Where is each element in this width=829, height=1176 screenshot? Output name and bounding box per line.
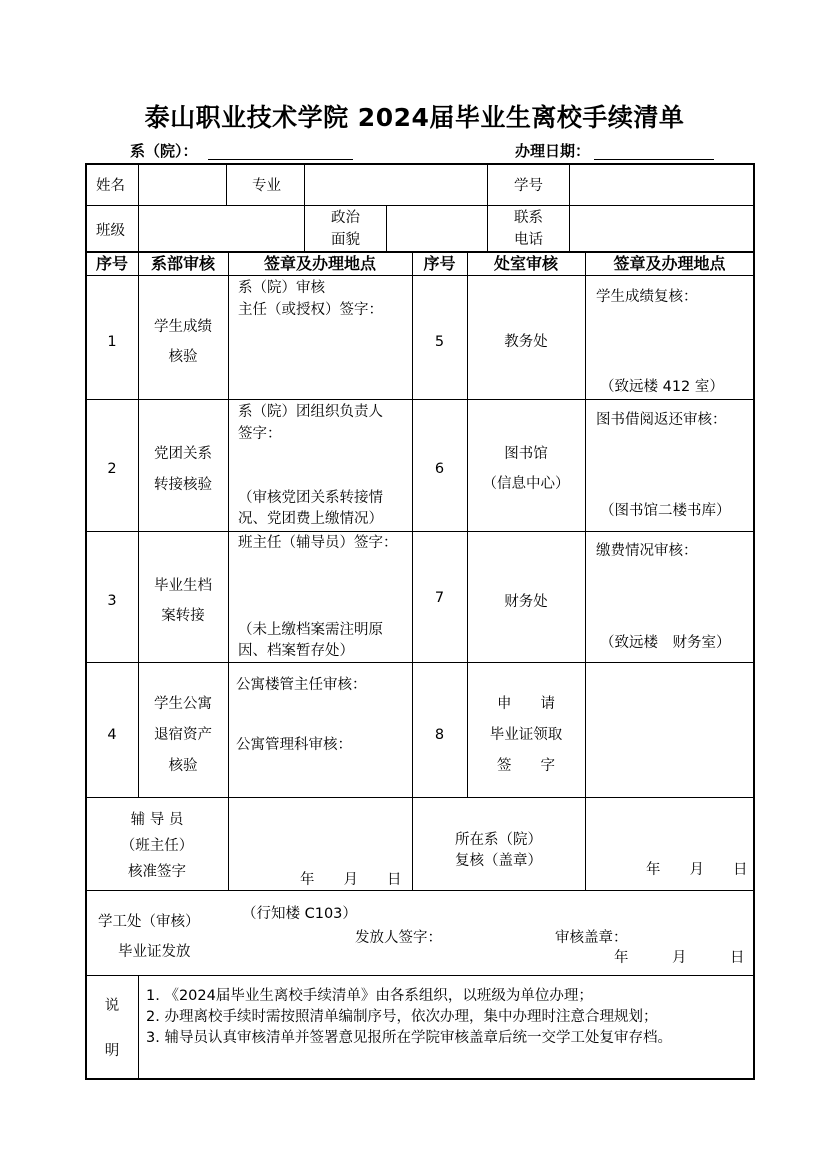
major-label: 专业 xyxy=(252,178,281,194)
counselor-date: 年 月 日 xyxy=(300,872,402,888)
row-number: 4 xyxy=(107,727,117,743)
dept-item: 核验 xyxy=(168,758,198,774)
sign-note: 因、档案暂存处） xyxy=(238,643,354,659)
affairs-location: （行知楼 C103） xyxy=(242,906,357,922)
row-number: 1 xyxy=(107,334,117,350)
office-item: 教务处 xyxy=(504,334,548,350)
office-sign-text: 缴费情况审核： xyxy=(596,543,698,559)
sign-text: 主任（或授权）签字： xyxy=(238,302,383,318)
office-location: （致远楼 财务室） xyxy=(600,635,731,651)
counselor-label: 核准签字 xyxy=(128,864,186,880)
row-number-2: 5 xyxy=(434,334,445,350)
office-location: （图书馆二楼书库） xyxy=(600,503,731,519)
counselor-label: （班主任） xyxy=(120,838,194,854)
affairs-label: 学工处（审核） xyxy=(98,914,200,930)
dept-label: 系（院）： xyxy=(130,142,198,160)
dept-item: 案转接 xyxy=(161,608,205,624)
dept-item: 党团关系 xyxy=(154,446,212,462)
sign-text: 系（院）团组织负责人 xyxy=(238,404,383,420)
sign-text: 系（院）审核 xyxy=(238,280,325,296)
office-location: （致远楼 412 室） xyxy=(600,379,724,395)
divider xyxy=(86,890,754,891)
dept-item: 核验 xyxy=(168,349,198,365)
class-label: 班级 xyxy=(96,223,125,239)
row-number: 2 xyxy=(107,461,117,477)
dept-review-date: 年 月 日 xyxy=(646,862,748,878)
divider xyxy=(86,975,754,976)
office-item: 财务处 xyxy=(504,594,548,610)
divider xyxy=(226,164,227,205)
header-sign-place: 签章及办理地点 xyxy=(263,254,376,273)
name-label: 姓名 xyxy=(96,178,125,194)
politics-label-2: 面貌 xyxy=(331,232,360,248)
seal-label: 审核盖章： xyxy=(555,930,628,946)
name-input[interactable] xyxy=(139,164,226,205)
note-item: 3. 辅导员认真审核清单并签署意见报所在学院审核盖章后统一交学工处复审存档。 xyxy=(146,1030,672,1046)
sign-text: 班主任（辅导员）签字： xyxy=(238,535,398,551)
counselor-label: 辅 导 员 xyxy=(130,812,184,828)
student-id-input[interactable] xyxy=(570,164,754,205)
sign-note: （审核党团关系转接情 xyxy=(238,490,383,506)
row-number-2: 7 xyxy=(434,590,445,606)
affairs-date: 年 月 日 xyxy=(614,950,745,966)
affairs-label: 毕业证发放 xyxy=(118,944,191,960)
divider xyxy=(228,251,229,890)
sign-note: 况、党团费上缴情况） xyxy=(238,511,383,527)
politics-label-1: 政治 xyxy=(331,210,360,226)
dept-item: 退宿资产 xyxy=(154,727,212,743)
row-number: 3 xyxy=(107,593,117,609)
divider xyxy=(585,251,586,890)
header-dept-review: 系部审核 xyxy=(150,254,215,273)
office-item: 图书馆 xyxy=(504,446,548,462)
divider xyxy=(86,531,754,532)
office-item: 毕业证领取 xyxy=(489,727,563,743)
office-sign-text: 图书借阅返还审核： xyxy=(596,412,727,428)
phone-label-1: 联系 xyxy=(514,210,543,226)
date-label: 办理日期： xyxy=(515,142,591,160)
major-input[interactable] xyxy=(305,164,487,205)
dept-item: 学生公寓 xyxy=(154,696,212,712)
sign-text: 签字： xyxy=(238,426,282,442)
phone-input[interactable] xyxy=(570,206,754,251)
header-office-review: 处室审核 xyxy=(493,254,558,273)
row-number-2: 8 xyxy=(434,727,445,743)
notes-label: 说 xyxy=(104,998,120,1014)
sign-note: （未上缴档案需注明原 xyxy=(238,622,383,638)
note-item: 2. 办理离校手续时需按照清单编制序号，依次办理，集中办理时注意合理规划； xyxy=(146,1009,658,1025)
notes-label: 明 xyxy=(104,1043,120,1059)
office-item: 签 字 xyxy=(497,758,555,774)
issuer-signature-label: 发放人签字： xyxy=(355,930,442,946)
header-no-2: 序号 xyxy=(423,254,456,273)
divider xyxy=(138,975,139,1079)
office-item: （信息中心） xyxy=(482,476,570,492)
dept-field[interactable] xyxy=(208,159,353,160)
sign-text: 公寓管理科审核： xyxy=(236,737,352,753)
sign-text: 公寓楼管主任审核： xyxy=(236,677,367,693)
header-no: 序号 xyxy=(95,254,128,273)
dept-item: 转接核验 xyxy=(154,477,212,493)
divider xyxy=(86,251,754,253)
dept-item: 毕业生档 xyxy=(154,578,212,594)
divider xyxy=(86,662,754,663)
politics-input[interactable] xyxy=(387,206,487,251)
student-id-label: 学号 xyxy=(514,178,543,194)
divider xyxy=(86,399,754,400)
dept-review-label: 复核（盖章） xyxy=(455,853,542,869)
divider xyxy=(487,164,488,251)
divider xyxy=(86,275,754,276)
header-sign-place-2: 签章及办理地点 xyxy=(613,254,726,273)
document-title: 泰山职业技术学院 2024届毕业生离校手续清单 xyxy=(144,103,685,132)
class-input[interactable] xyxy=(139,206,304,251)
date-field[interactable] xyxy=(594,159,714,160)
office-item: 申 请 xyxy=(497,696,555,712)
dept-review-label: 所在系（院） xyxy=(455,832,542,848)
row-number-2: 6 xyxy=(434,461,445,477)
note-item: 1. 《2024届毕业生离校手续清单》由各系组织，以班级为单位办理； xyxy=(146,988,593,1004)
office-sign-text: 学生成绩复核： xyxy=(596,289,698,305)
phone-label-2: 电话 xyxy=(514,232,543,248)
dept-item: 学生成绩 xyxy=(154,319,212,335)
